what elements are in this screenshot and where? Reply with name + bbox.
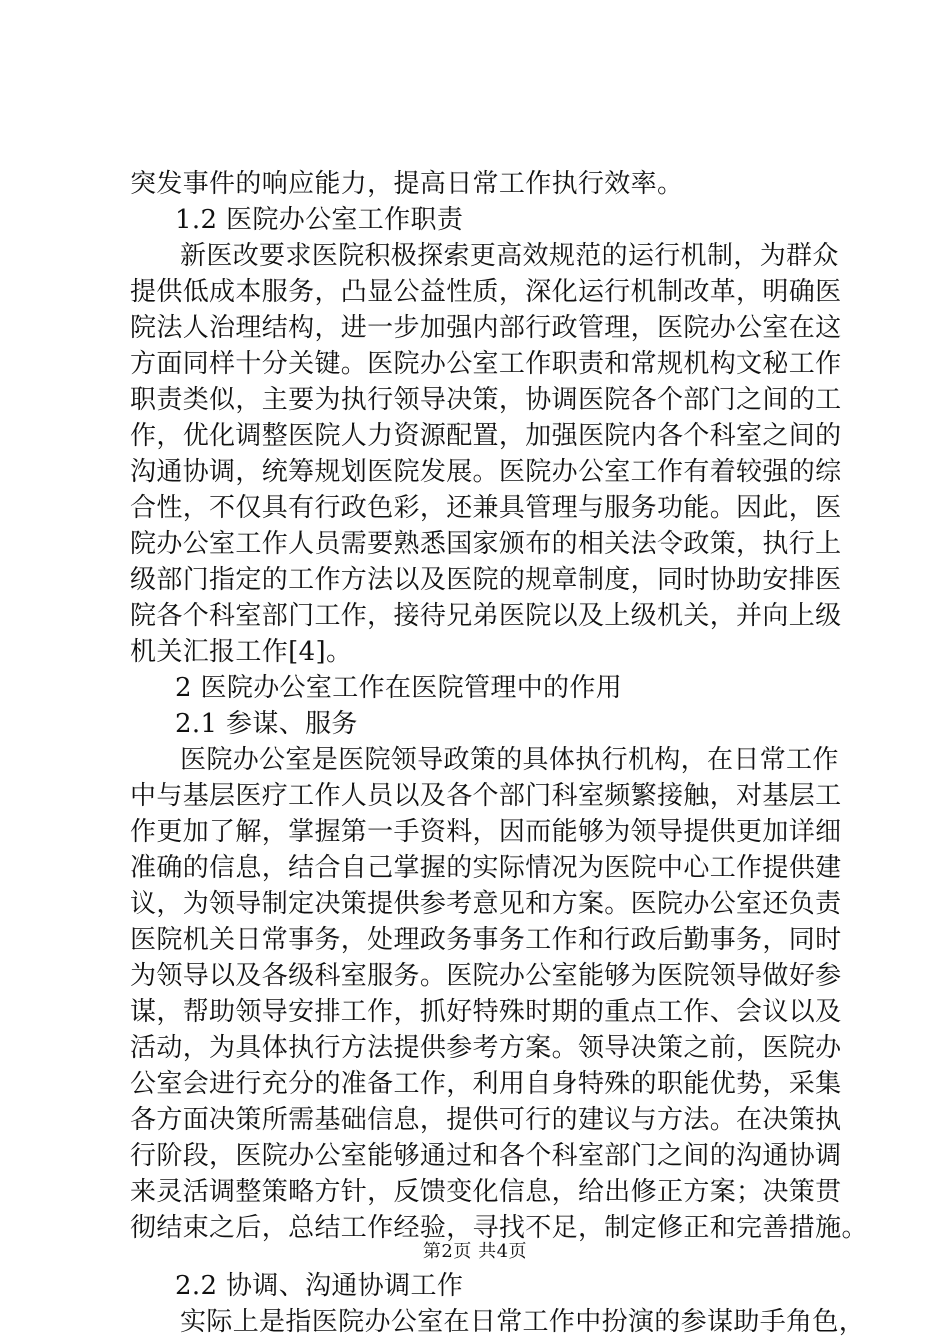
text-line: 作，优化调整医院人力资源配置，加强医院内各个科室之间的	[130, 421, 842, 451]
page-footer: 第2页 共4页	[422, 1241, 528, 1262]
text-line: 议，为领导制定决策提供参考意见和方案。医院办公室还负责	[130, 889, 842, 919]
heading-text: 2.2 协调、沟通协调工作	[175, 1271, 464, 1301]
section-heading	[130, 1268, 830, 1304]
text-line: 作更加了解，掌握第一手资料，因而能够为领导提供更加详细	[130, 817, 842, 847]
text-line: 合性，不仅具有行政色彩，还兼具管理与服务功能。因此，医	[130, 493, 842, 523]
text-line: 沟通协调，统筹规划医院发展。医院办公室工作有着较强的综	[130, 457, 842, 487]
text-line: 新医改要求医院积极探索更高效规范的运行机制，为群众	[180, 241, 839, 271]
heading-text: 1.2 医院办公室工作职责	[175, 205, 464, 235]
paragraph	[130, 166, 830, 202]
text-line: 突发事件的响应能力，提高日常工作执行效率。	[130, 169, 684, 199]
text-line: 职责类似，主要为执行领导决策，协调医院各个部门之间的工	[130, 385, 842, 415]
paragraph	[130, 1304, 866, 1340]
section-heading	[130, 202, 830, 238]
text-line: 实际上是指医院办公室在日常工作中扮演的参谋助手角色，	[180, 1307, 866, 1337]
heading-text: 2 医院办公室工作在医院管理中的作用	[175, 673, 623, 703]
paragraph	[130, 238, 842, 670]
text-line: 各方面决策所需基础信息，提供可行的建议与方法。在决策执	[130, 1105, 842, 1135]
text-line: 谋，帮助领导安排工作，抓好特殊时期的重点工作、会议以及	[130, 997, 842, 1027]
text-line: 公室会进行充分的准备工作，利用自身特殊的职能优势，采集	[130, 1069, 842, 1099]
text-line: 方面同样十分关键。医院办公室工作职责和常规机构文秘工作	[130, 349, 842, 379]
text-line: 来灵活调整策略方针，反馈变化信息，给出修正方案；决策贯	[130, 1177, 842, 1207]
text-line: 院各个科室部门工作，接待兄弟医院以及上级机关，并向上级	[130, 601, 842, 631]
text-line: 机关汇报工作[4]。	[130, 637, 353, 667]
heading-text: 2.1 参谋、服务	[175, 709, 358, 739]
section-heading	[130, 670, 830, 706]
text-line: 活动，为具体执行方法提供参考方案。领导决策之前，医院办	[130, 1033, 842, 1063]
text-line: 院法人治理结构，进一步加强内部行政管理，医院办公室在这	[130, 313, 842, 343]
text-line: 中与基层医疗工作人员以及各个部门科室频繁接触，对基层工	[130, 781, 842, 811]
text-line: 医院机关日常事务，处理政务事务工作和行政后勤事务，同时	[130, 925, 842, 955]
text-line: 为领导以及各级科室服务。医院办公室能够为医院领导做好参	[130, 961, 842, 991]
section-heading	[130, 706, 830, 742]
document-body	[130, 166, 868, 1340]
text-line: 准确的信息，结合自己掌握的实际情况为医院中心工作提供建	[130, 853, 842, 883]
text-line: 行阶段，医院办公室能够通过和各个科室部门之间的沟通协调	[130, 1141, 842, 1171]
text-line: 提供低成本服务，凸显公益性质，深化运行机制改革，明确医	[130, 277, 842, 307]
text-line: 级部门指定的工作方法以及医院的规章制度，同时协助安排医	[130, 565, 842, 595]
text-line: 彻结束之后，总结工作经验，寻找不足，制定修正和完善措施。	[130, 1213, 868, 1243]
text-line: 医院办公室是医院领导政策的具体执行机构，在日常工作	[180, 745, 839, 775]
text-line: 院办公室工作人员需要熟悉国家颁布的相关法令政策，执行上	[130, 529, 842, 559]
paragraph	[130, 742, 868, 1246]
